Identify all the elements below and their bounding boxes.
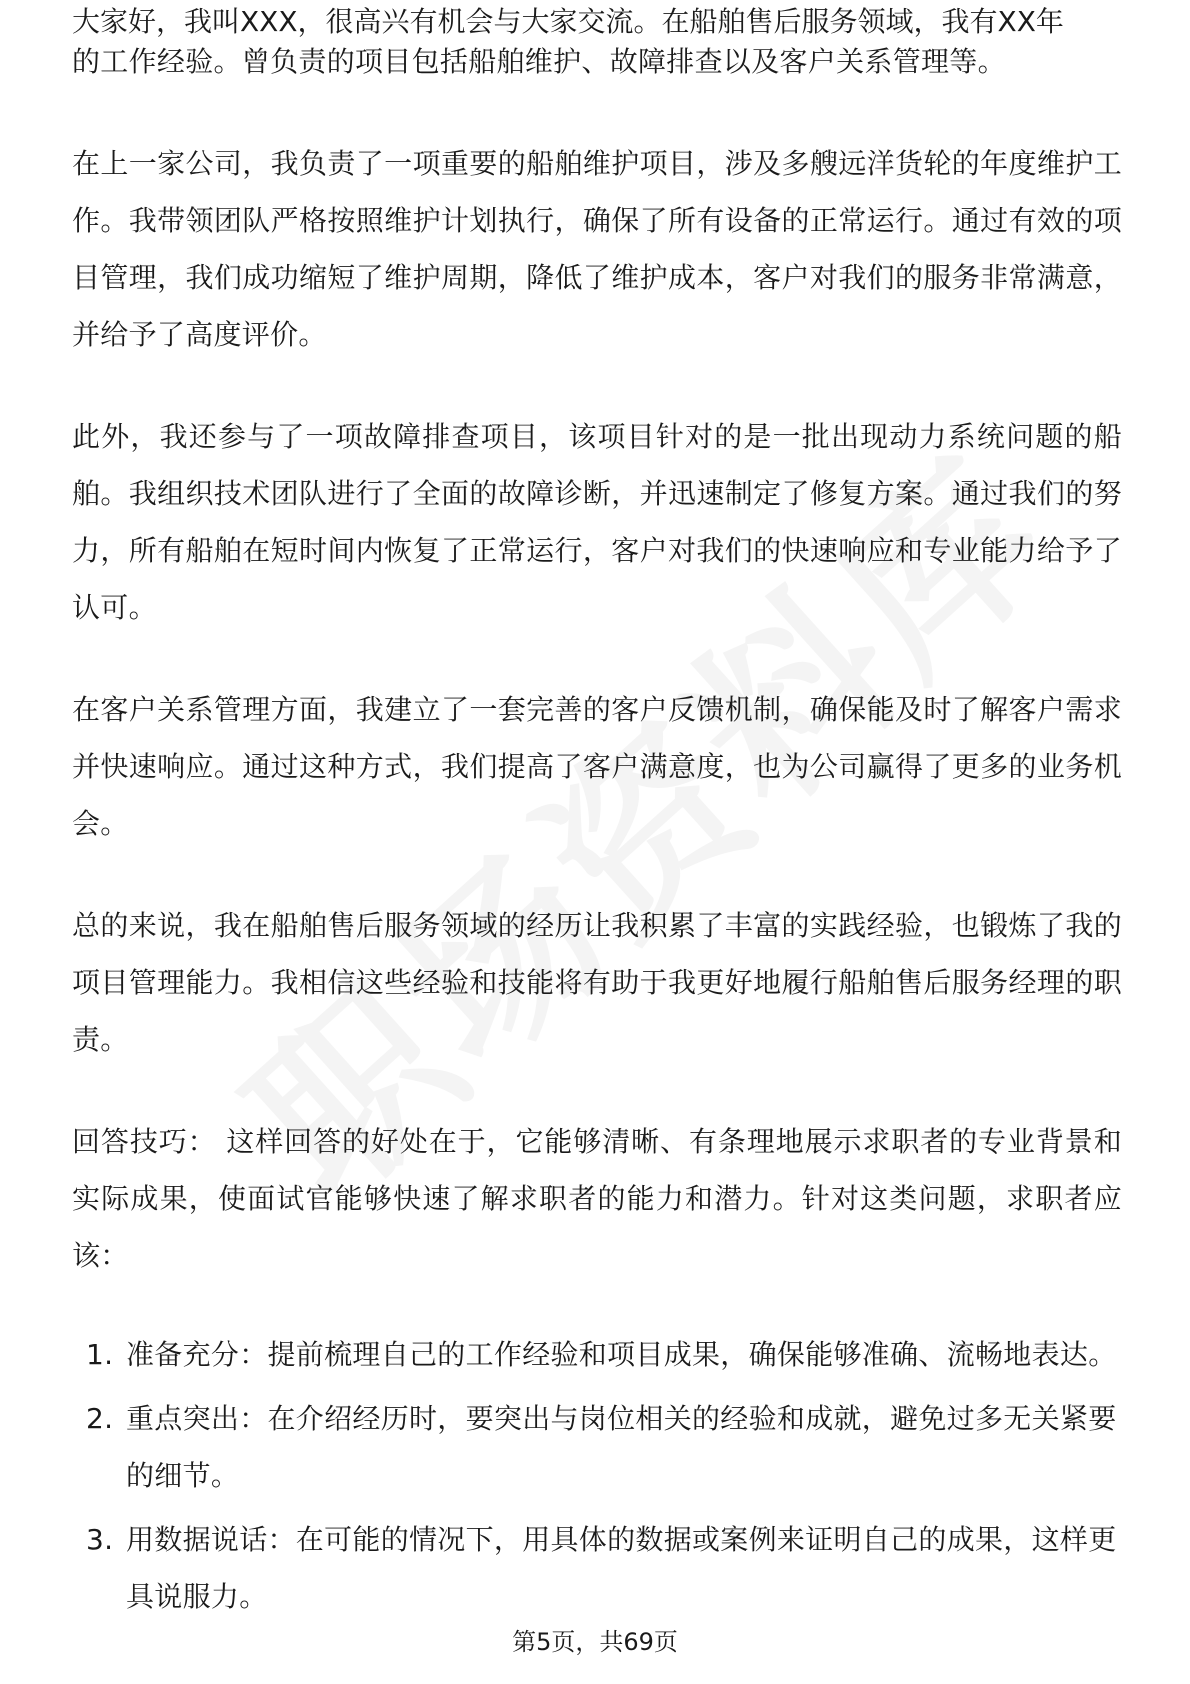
tip-number: 2. <box>86 1402 114 1435</box>
tip-text: 用数据说话：在可能的情况下，用具体的数据或案例来证明自己的成果，这样更具说服力。 <box>126 1523 1117 1613</box>
tip-number: 1. <box>86 1338 114 1371</box>
tip-item <box>72 1390 1122 1504</box>
document-body <box>72 5 1122 1632</box>
paragraph: 在上一家公司，我负责了一项重要的船舶维护项目，涉及多艘远洋货轮的年度维护工作。我带领团队严格按照维护计划执行，确保了所有设备的正常运行。通过有效的项目管理，我们成功缩短了维护周期，降低了维护成本，客户对我们的服务非常满意，并给予了高度评价。 <box>72 147 1122 351</box>
paragraph: 此外，我还参与了一项故障排查项目，该项目针对的是一批出现动力系统问题的船舶。我组织技术团队进行了全面的故障诊断，并迅速制定了修复方案。通过我们的努力，所有船舶在短时间内恢复了正常运行，客户对我们的快速响应和专业能力给予了认可。 <box>72 420 1122 624</box>
tip-item <box>72 1326 1122 1383</box>
tip-number: 3. <box>86 1523 114 1556</box>
paragraph: 的工作经验。曾负责的项目包括船舶维护、故障排查以及客户关系管理等。 <box>72 45 1006 78</box>
paragraph: 在客户关系管理方面，我建立了一套完善的客户反馈机制，确保能及时了解客户需求并快速响应。通过这种方式，我们提高了客户满意度，也为公司赢得了更多的业务机会。 <box>72 693 1122 840</box>
tip-text: 准备充分：提前梳理自己的工作经验和项目成果，确保能够准确、流畅地表达。 <box>126 1338 1117 1371</box>
clipped-top-line-text: 大家好，我叫XXX，很高兴有机会与大家交流。在船舶售后服务领域，我有XX年 <box>72 5 1064 38</box>
tip-item <box>72 1511 1122 1625</box>
tips-list <box>72 1326 1122 1625</box>
tip-text: 重点突出：在介绍经历时，要突出与岗位相关的经验和成就，避免过多无关紧要的细节。 <box>126 1402 1117 1492</box>
tips-intro: 回答技巧： 这样回答的好处在于，它能够清晰、有条理地展示求职者的专业背景和实际成果，使面试官能够快速了解求职者的能力和潜力。针对这类问题，求职者应该： <box>72 1125 1122 1272</box>
paragraph: 总的来说，我在船舶售后服务领域的经历让我积累了丰富的实践经验，也锻炼了我的项目管理能力。我相信这些经验和技能将有助于我更好地履行船舶售后服务经理的职责。 <box>72 909 1122 1056</box>
page-number: 第5页，共69页 <box>512 1628 678 1656</box>
clipped-top-line <box>72 0 1122 38</box>
